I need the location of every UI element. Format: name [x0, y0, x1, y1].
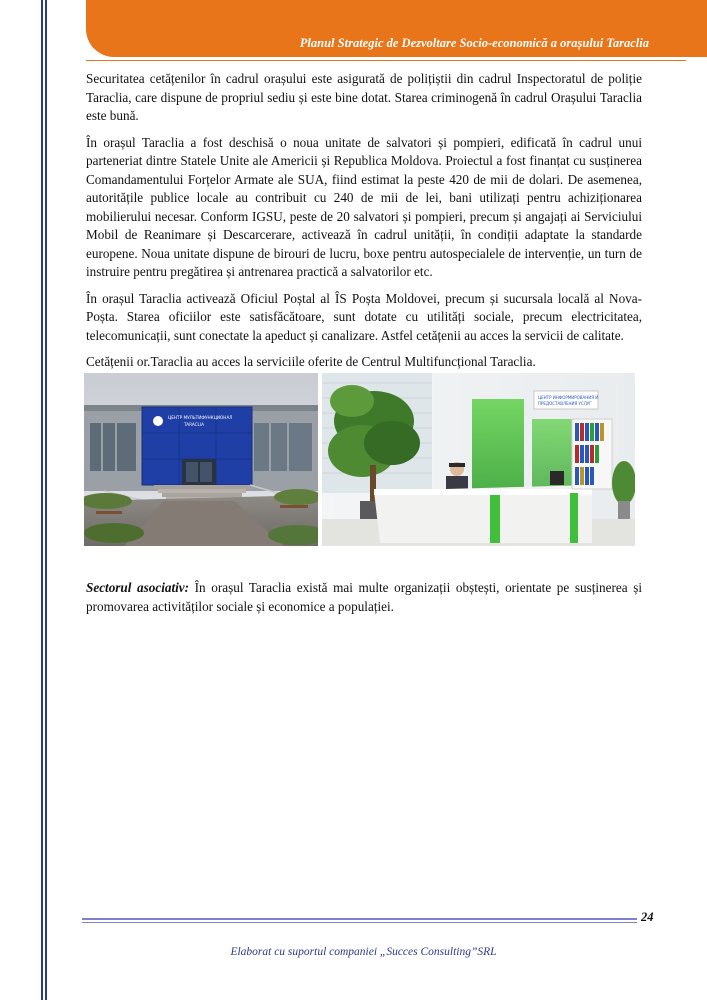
building-sign-line1: ЦЕНТР МУЛЬТИФУНКЦИОНАЛ	[168, 415, 233, 420]
building-sign-line2: TARACLIA	[184, 422, 204, 427]
office-sign-line2: ПРЕДОСТАВЛЕНИЯ УСЛУГ	[538, 401, 592, 406]
footer-credit: Elaborat cu suportul companiei „Succes Consulting”SRL	[230, 946, 497, 958]
header-band	[86, 0, 707, 57]
margin-line	[45, 0, 47, 1000]
margin-line	[41, 0, 43, 1000]
associative-lead: Sectorul asociativ:	[86, 580, 190, 595]
header-title: Planul Strategic de Dezvoltare Socio-economică a orașului Taraclia	[299, 36, 649, 50]
paragraph-multifunctional-center: Cetățenii or.Taraclia au acces la serviciile oferite de Centrul Multifuncțional Taraclia.	[86, 354, 536, 369]
associative-text: În orașul Taraclia există mai multe organizații obștești, orientate pe susținerea și promovarea activităților sociale și economice a populației.	[86, 580, 643, 614]
page-number: 24	[641, 910, 654, 924]
paragraph-police: Securitatea cetățenilor în cadrul orașului este asigurată de polițiștii din cadrul Inspectoratul de poliție Taraclia, care dispune de propriul sediu și este bine dotat. Starea criminogenă în cadrul Orașului Taraclia este bună.	[86, 71, 642, 123]
footer-rule	[82, 918, 637, 920]
paragraph-post-office: În orașul Taraclia activează Oficiul Poștal al ÎS Poșta Moldovei, precum și sucursala locală al Nova-Poșta. Starea oficiilor este satisfăcătoare, sunt dotate cu utilități sociale, precum electricitatea, telecomunicații, sunt conectate la apeduct și canalizare. Astfel cetățenii au acces la servicii de calitate.	[86, 290, 642, 343]
paragraph-associative-sector	[86, 579, 642, 616]
photo-row	[84, 373, 636, 546]
office-sign-line1: ЦЕНТР ИНФОРМИРОВАНИЯ И	[538, 395, 599, 400]
building-exterior-photo	[84, 373, 318, 546]
paragraph-firefighters: În orașul Taraclia a fost deschisă o noua unitate de salvatori și pompieri, edificată în cadrul unui parteneriat dintre Statele Unite ale Americii și Republica Moldova. Proiectul a fost finanțat cu susținerea Comandamentului Forțelor Armate ale SUA, fiind estimat la peste 420 de mii de dolari. De asemenea, autoritățile publice locale au contribuit cu 240 de mii de lei, bani utilizați pentru achiziționarea mobilierului necesar. Conform IGSU, peste de 20 salvatori și pompieri, precum și angajați ai Serviciului Mobil de Reanimare și Descarcerare, activează în cadrul unității, în condiții adaptate la standarde europene. Noua unitate dispune de birouri de lucru, boxe pentru autospecialele de intervenție, un turn de instruire pentru pregătirea și antrenarea practică a salvatorilor etc.	[86, 134, 642, 279]
footer-rule	[82, 922, 637, 923]
reception-interior-photo	[322, 373, 635, 546]
document-body	[86, 70, 642, 380]
header-rule	[86, 60, 686, 61]
